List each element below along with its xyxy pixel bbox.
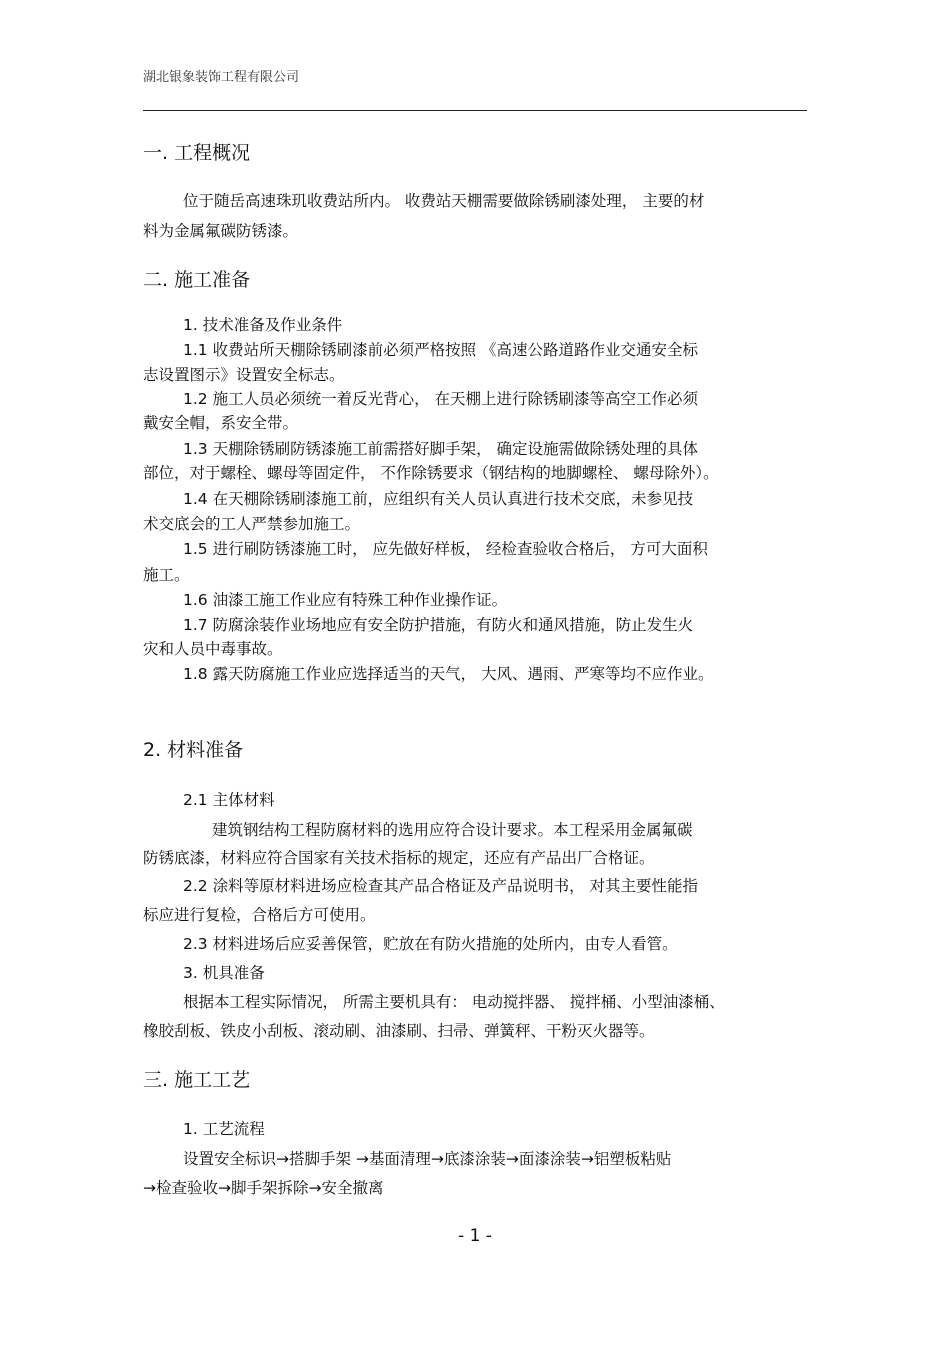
- header-divider: [143, 110, 807, 111]
- item-1-4-line-2: 术交底会的工人严禁参加施工。: [143, 515, 361, 533]
- item-1-3-line-1: 1.3 天棚除锈刷防锈漆施工前需搭好脚手架， 确定设施需做除锈处理的具体: [183, 440, 699, 458]
- item-1-3-line-2: 部位，对于螺栓、螺母等固定件， 不作除锈要求（钢结构的地脚螺栓、 螺母除外）。: [143, 464, 719, 482]
- process-flow-line-2: →检查验收→脚手架拆除→安全撤离: [143, 1179, 384, 1197]
- section-3-title: 三. 施工工艺: [143, 1069, 251, 1091]
- item-2-1-title: 2.1 主体材料: [183, 791, 275, 809]
- item-1-8: 1.8 露天防腐施工作业应选择适当的天气， 大风、遇雨、严寒等均不应作业。: [183, 665, 714, 683]
- item-1-1-line-1: 1.1 收费站所天棚除锈刷漆前必须严格按照 《高速公路道路作业交通安全标: [183, 341, 699, 359]
- item-1-4-line-1: 1.4 在天棚除锈刷漆施工前，应组织有关人员认真进行技术交底，未参见技: [183, 490, 694, 508]
- item-1-2-line-2: 戴安全帽，系安全带。: [143, 414, 299, 432]
- tool-prep-title: 3. 机具准备: [183, 964, 265, 982]
- item-2-3: 2.3 材料进场后应妥善保管，贮放在有防火措施的处所内，由专人看管。: [183, 935, 678, 953]
- item-2-2-line-2: 标应进行复检，合格后方可使用。: [143, 906, 376, 924]
- item-2-1-line-2: 防锈底漆，材料应符合国家有关技术指标的规定，还应有产品出厂合格证。: [143, 849, 655, 867]
- subsection-tech-prep: 1. 技术准备及作业条件: [183, 316, 343, 334]
- tool-prep-line-2: 橡胶刮板、铁皮小刮板、滚动刷、油漆刷、扫帚、弹簧秤、干粉灭火器等。: [143, 1022, 655, 1040]
- item-1-5-line-2: 施工。: [143, 566, 190, 584]
- item-1-7-line-2: 灾和人员中毒事故。: [143, 640, 283, 658]
- item-1-6: 1.6 油漆工施工作业应有特殊工种作业操作证。: [183, 591, 508, 609]
- page-number: - 1 -: [458, 1226, 492, 1246]
- section-1-para-line-2: 料为金属氟碳防锈漆。: [143, 222, 299, 240]
- item-1-2-line-1: 1.2 施工人员必须统一着反光背心， 在天棚上进行除锈刷漆等高空工作必须: [183, 390, 699, 408]
- materials-prep-title: 2. 材料准备: [143, 739, 244, 761]
- item-1-1-line-2: 志设置图示》设置安全标志。: [143, 366, 345, 384]
- section-1-para-line-1: 位于随岳高速珠玑收费站所内。 收费站天棚需要做除锈刷漆处理， 主要的材: [183, 192, 705, 210]
- item-2-2-line-1: 2.2 涂料等原材料进场应检查其产品合格证及产品说明书， 对其主要性能指: [183, 877, 699, 895]
- header-company-name: 湖北银象装饰工程有限公司: [143, 70, 300, 85]
- item-2-1-line-1: 建筑钢结构工程防腐材料的选用应符合设计要求。本工程采用金属氟碳: [212, 821, 693, 839]
- section-2-title: 二. 施工准备: [143, 269, 251, 291]
- process-flow-line-1: 设置安全标识→搭脚手架 →基面清理→底漆涂装→面漆涂装→铝塑板粘贴: [183, 1150, 672, 1168]
- process-flow-title: 1. 工艺流程: [183, 1120, 265, 1138]
- item-1-7-line-1: 1.7 防腐涂装作业场地应有安全防护措施，有防火和通风措施，防止发生火: [183, 616, 694, 634]
- section-1-title: 一. 工程概况: [143, 142, 251, 164]
- item-1-5-line-1: 1.5 进行刷防锈漆施工时， 应先做好样板， 经检查验收合格后， 方可大面积: [183, 540, 708, 558]
- tool-prep-line-1: 根据本工程实际情况， 所需主要机具有： 电动搅拌器、 搅拌桶、小型油漆桶、: [183, 993, 725, 1011]
